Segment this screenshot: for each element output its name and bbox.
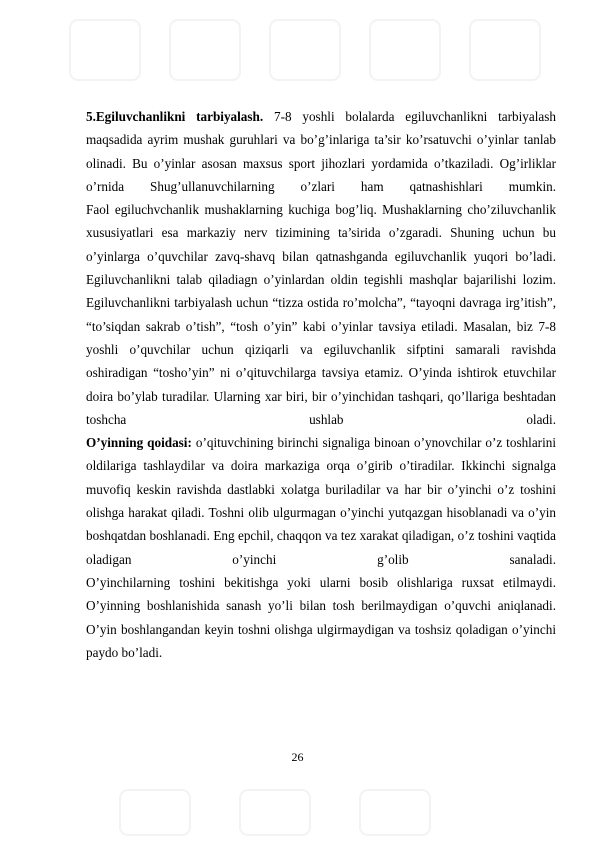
- paragraph-restrictions: O’yinchilarning toshini bekitishga yoki ularni bosib olishlariga ruxsat etilmaydi. O’yinning boshlanishida sanash yo’li bilan tosh berilmaydigan o’quvchi aniqlanadi. O’yin boshlangandan keyin toshni olishga ulgirmaydigan va toshsiz qoladigan o’yinchi paydo bo’ladi.: [86, 574, 556, 660]
- intro-text: 7-8 yoshli bolalarda egiluvchanlikni tarbiyalash maqsadida ayrim mushak guruhlari va bo’g’inlariga ta’sir ko’rsatuvchi o’yinlar tanlab olinadi. Bu o’yinlar asosan maxsus sport jihozlari yordamida o’tkaziladi. Og’irliklar o’rnida Shug’ullanuvchilarning o’zlari ham qatnashishlari mumkin.: [86, 109, 556, 194]
- paragraph-recommended-games: Egiluvchanlikni tarbiyalash uchun “tizza ostida ro’molcha”, “tayoqni davraga irg’itish”, “to’siqdan sakrab o’tish”, “tosh o’yin” kabi o’yinlar tavsiya etiladi. Masalan, biz 7-8 yoshli o’quvchilar uchun qiziqarli va egiluvchanlik sifptini samarali ravishda oshiradigan “tosho’yin” ni o’qituvchilarga tavsiya etamiz. O’yinda ishtirok etuvchilar doira bo’ylab turadilar. Ularning xar biri, bir o’yinchidan tashqari, qo’llariga beshtadan toshcha ushlab oladi.: [86, 295, 556, 427]
- document-body: [86, 105, 556, 664]
- rules-title: O’yinning qoidasi:: [86, 435, 192, 451]
- paragraph-intro: [86, 105, 556, 198]
- section-title: 5.Egiluvchanlikni tarbiyalash.: [86, 109, 264, 124]
- page-number: 26: [291, 750, 304, 764]
- rules-text: o’qituvchining birinchi signaliga binoan o’ynovchilar o’z toshlarini oldilariga tashlaydilar va doira markaziga orqa o’girib o’tiradilar. Ikkinchi signalga muvofiq keskin ravishda dastlabki xolatga buriladilar va har bir o’yinchi o’z toshini olishga harakat qiladi. Toshni olib ulgurmagan o’yinchi yutqazgan hisoblanadi va o’yin boshqatdan boshlanadi. Eng epchil, chaqqon va tez xarakat qiladigan, o’z toshini vaqtida oladigan o’yinchi g’olib sanaladi.: [86, 435, 556, 567]
- paragraph-active-flexibility: Faol egiluchvchanlik mushaklarning kuchiga bog’liq. Mushaklarning cho’ziluvchanlik xususiyatlari esa markaziy nerv tizimining ta’sirida o’zgaradi. Shuning uchun bu o’yinlarga o’quvchilar zavq-shavq bilan qatnashganda egiluvchanlik yuqori bo’ladi. Egiluvchanlikni talab qiladiagn o’yinlardan oldin tegishli mashqlar bajarilishi lozim.: [86, 202, 556, 288]
- paragraph-game-rules: [86, 431, 556, 571]
